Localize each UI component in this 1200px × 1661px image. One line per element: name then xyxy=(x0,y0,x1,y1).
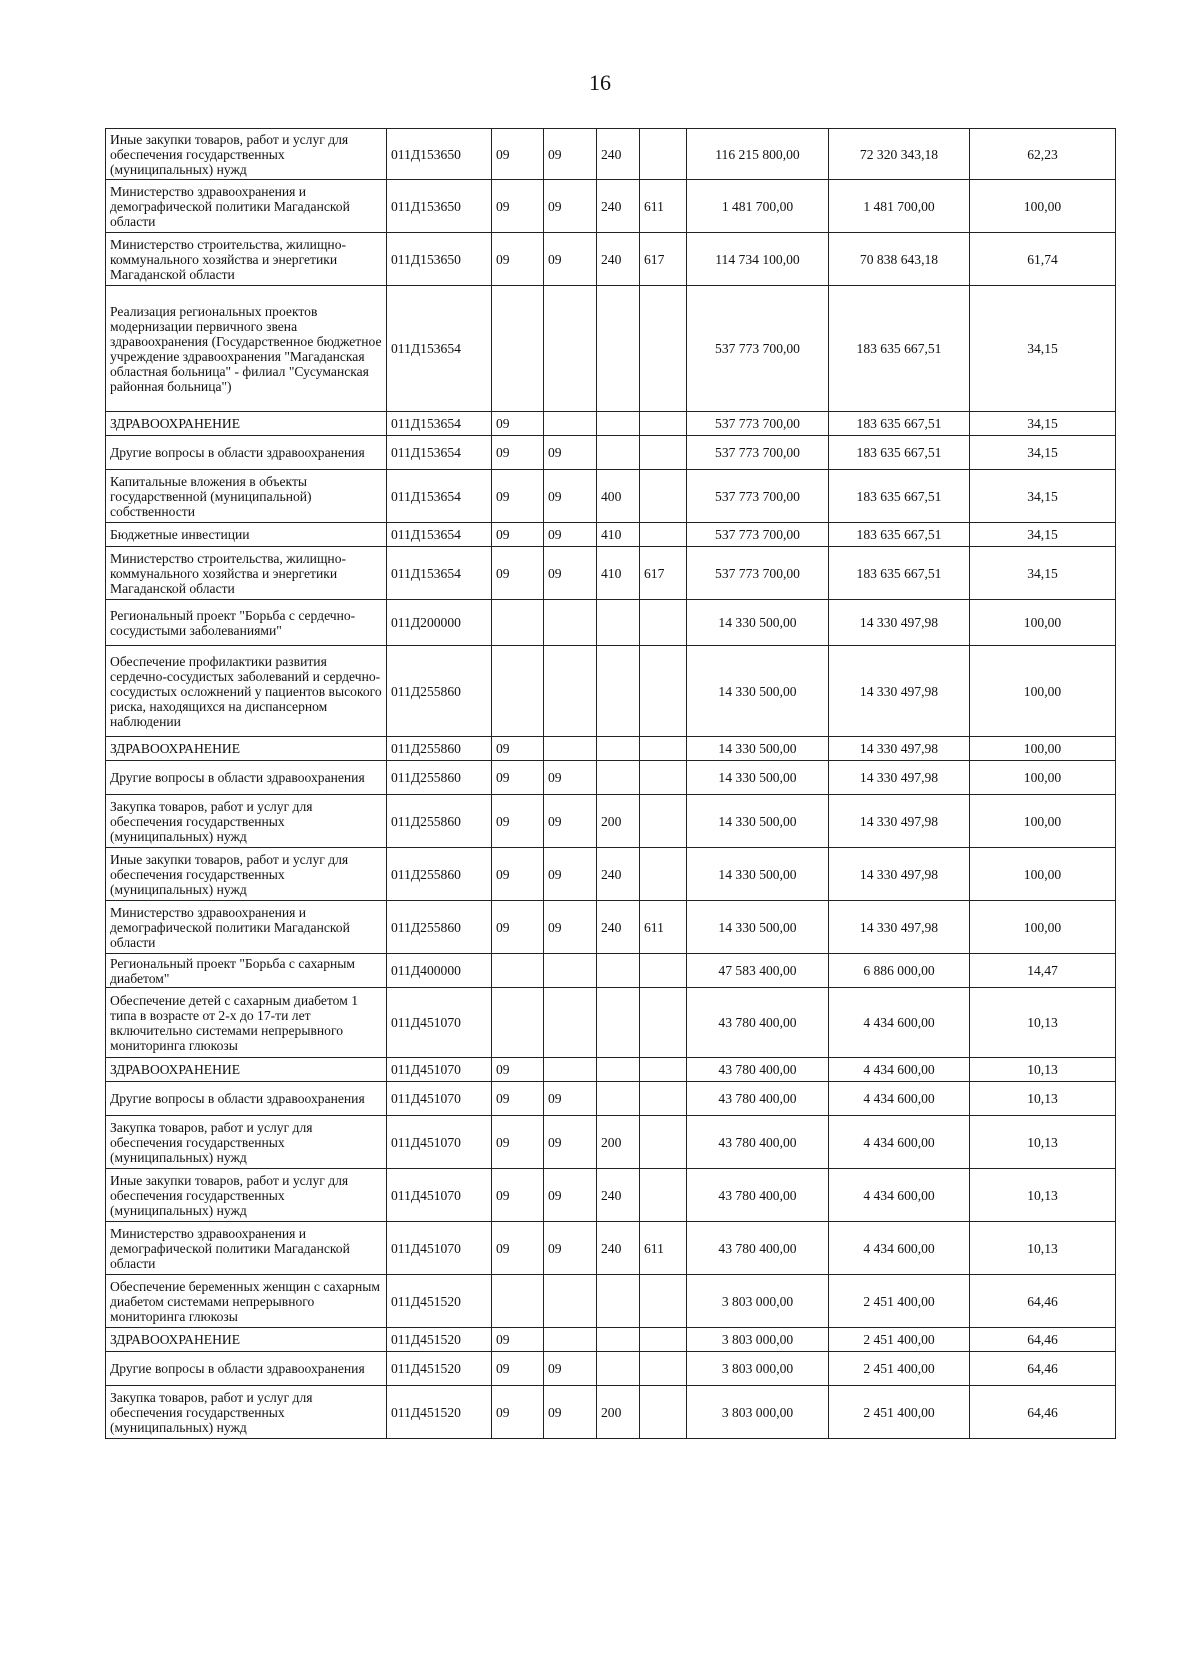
row-administrator xyxy=(640,1058,687,1082)
row-subsection xyxy=(544,646,597,737)
row-subsection: 09 xyxy=(544,761,597,795)
row-section: 09 xyxy=(492,761,544,795)
table-row xyxy=(106,412,1116,436)
row-expense-type: 240 xyxy=(597,180,640,233)
row-expense-type xyxy=(597,988,640,1058)
row-administrator xyxy=(640,1169,687,1222)
row-execution-percent: 64,46 xyxy=(970,1328,1116,1352)
row-execution-percent: 14,47 xyxy=(970,954,1116,988)
table-row xyxy=(106,761,1116,795)
row-planned-amount: 14 330 500,00 xyxy=(687,901,829,954)
row-section: 09 xyxy=(492,1386,544,1439)
row-expense-type xyxy=(597,600,640,646)
row-execution-percent: 10,13 xyxy=(970,988,1116,1058)
row-name: Закупка товаров, работ и услуг для обеспечения государственных (муниципальных) нужд xyxy=(106,795,387,848)
row-expense-type xyxy=(597,1352,640,1386)
row-subsection xyxy=(544,1275,597,1328)
row-executed-amount: 4 434 600,00 xyxy=(829,988,970,1058)
row-administrator xyxy=(640,1386,687,1439)
row-code: 011Д200000 xyxy=(387,600,492,646)
row-planned-amount: 537 773 700,00 xyxy=(687,436,829,470)
row-code: 011Д255860 xyxy=(387,737,492,761)
row-administrator: 617 xyxy=(640,547,687,600)
row-executed-amount: 1 481 700,00 xyxy=(829,180,970,233)
row-subsection: 09 xyxy=(544,795,597,848)
row-code: 011Д153654 xyxy=(387,470,492,523)
row-expense-type xyxy=(597,286,640,412)
table-row xyxy=(106,1169,1116,1222)
row-code: 011Д451070 xyxy=(387,1116,492,1169)
row-execution-percent: 10,13 xyxy=(970,1058,1116,1082)
row-administrator xyxy=(640,1328,687,1352)
row-section: 09 xyxy=(492,737,544,761)
table-row xyxy=(106,646,1116,737)
row-execution-percent: 64,46 xyxy=(970,1352,1116,1386)
row-code: 011Д400000 xyxy=(387,954,492,988)
row-executed-amount: 4 434 600,00 xyxy=(829,1116,970,1169)
row-code: 011Д255860 xyxy=(387,646,492,737)
row-code: 011Д451520 xyxy=(387,1386,492,1439)
row-section: 09 xyxy=(492,1082,544,1116)
row-name: Обеспечение профилактики развития сердечно-сосудистых заболеваний и сердечно-сосудистых осложнений у пациентов высокого риска, находящихся на диспансерном наблюдении xyxy=(106,646,387,737)
row-execution-percent: 61,74 xyxy=(970,233,1116,286)
row-executed-amount: 14 330 497,98 xyxy=(829,761,970,795)
row-execution-percent: 34,15 xyxy=(970,412,1116,436)
row-code: 011Д451070 xyxy=(387,1222,492,1275)
row-section xyxy=(492,988,544,1058)
row-execution-percent: 100,00 xyxy=(970,600,1116,646)
row-subsection: 09 xyxy=(544,180,597,233)
row-execution-percent: 100,00 xyxy=(970,795,1116,848)
row-planned-amount: 14 330 500,00 xyxy=(687,600,829,646)
table-row xyxy=(106,233,1116,286)
row-expense-type xyxy=(597,1082,640,1116)
row-name: Закупка товаров, работ и услуг для обеспечения государственных (муниципальных) нужд xyxy=(106,1386,387,1439)
row-expense-type xyxy=(597,1058,640,1082)
row-planned-amount: 116 215 800,00 xyxy=(687,129,829,180)
row-expense-type: 240 xyxy=(597,901,640,954)
page-number: 16 xyxy=(589,70,611,95)
row-expense-type xyxy=(597,646,640,737)
row-subsection xyxy=(544,600,597,646)
row-name: Министерство здравоохранения и демографической политики Магаданской области xyxy=(106,180,387,233)
row-code: 011Д451070 xyxy=(387,988,492,1058)
row-expense-type: 410 xyxy=(597,523,640,547)
row-section: 09 xyxy=(492,1169,544,1222)
row-execution-percent: 34,15 xyxy=(970,286,1116,412)
row-administrator xyxy=(640,761,687,795)
row-administrator: 611 xyxy=(640,180,687,233)
row-section: 09 xyxy=(492,1116,544,1169)
row-name: Обеспечение беременных женщин с сахарным диабетом системами непрерывного мониторинга глюкозы xyxy=(106,1275,387,1328)
row-expense-type xyxy=(597,412,640,436)
table-row xyxy=(106,1082,1116,1116)
table-row xyxy=(106,1386,1116,1439)
row-code: 011Д255860 xyxy=(387,761,492,795)
row-expense-type xyxy=(597,436,640,470)
row-subsection xyxy=(544,954,597,988)
row-executed-amount: 4 434 600,00 xyxy=(829,1082,970,1116)
table-row xyxy=(106,795,1116,848)
table-row xyxy=(106,1058,1116,1082)
row-section: 09 xyxy=(492,1328,544,1352)
row-expense-type xyxy=(597,761,640,795)
row-planned-amount: 47 583 400,00 xyxy=(687,954,829,988)
row-section xyxy=(492,600,544,646)
row-planned-amount: 43 780 400,00 xyxy=(687,1116,829,1169)
row-code: 011Д255860 xyxy=(387,848,492,901)
row-subsection xyxy=(544,286,597,412)
row-execution-percent: 64,46 xyxy=(970,1386,1116,1439)
row-subsection: 09 xyxy=(544,1352,597,1386)
row-subsection: 09 xyxy=(544,1169,597,1222)
row-subsection xyxy=(544,1328,597,1352)
row-administrator xyxy=(640,600,687,646)
row-administrator xyxy=(640,954,687,988)
row-section xyxy=(492,954,544,988)
row-code: 011Д153654 xyxy=(387,523,492,547)
row-name: Капитальные вложения в объекты государственной (муниципальной) собственности xyxy=(106,470,387,523)
row-subsection: 09 xyxy=(544,901,597,954)
row-executed-amount: 72 320 343,18 xyxy=(829,129,970,180)
table-row xyxy=(106,180,1116,233)
row-expense-type: 240 xyxy=(597,129,640,180)
row-planned-amount: 3 803 000,00 xyxy=(687,1386,829,1439)
row-executed-amount: 2 451 400,00 xyxy=(829,1328,970,1352)
row-name: ЗДРАВООХРАНЕНИЕ xyxy=(106,1058,387,1082)
row-execution-percent: 10,13 xyxy=(970,1222,1116,1275)
row-executed-amount: 6 886 000,00 xyxy=(829,954,970,988)
table-row xyxy=(106,1352,1116,1386)
row-section: 09 xyxy=(492,180,544,233)
row-administrator xyxy=(640,286,687,412)
row-executed-amount: 183 635 667,51 xyxy=(829,547,970,600)
row-section: 09 xyxy=(492,523,544,547)
row-expense-type xyxy=(597,1328,640,1352)
row-name: Бюджетные инвестиции xyxy=(106,523,387,547)
row-subsection: 09 xyxy=(544,547,597,600)
table-row xyxy=(106,547,1116,600)
row-expense-type: 240 xyxy=(597,848,640,901)
row-administrator xyxy=(640,848,687,901)
row-executed-amount: 183 635 667,51 xyxy=(829,286,970,412)
row-subsection xyxy=(544,412,597,436)
row-name: Другие вопросы в области здравоохранения xyxy=(106,1352,387,1386)
row-administrator xyxy=(640,470,687,523)
row-section: 09 xyxy=(492,1222,544,1275)
row-execution-percent: 64,46 xyxy=(970,1275,1116,1328)
row-planned-amount: 14 330 500,00 xyxy=(687,795,829,848)
row-administrator: 611 xyxy=(640,1222,687,1275)
row-name: ЗДРАВООХРАНЕНИЕ xyxy=(106,1328,387,1352)
row-administrator xyxy=(640,988,687,1058)
row-planned-amount: 43 780 400,00 xyxy=(687,1058,829,1082)
row-administrator xyxy=(640,436,687,470)
table-row xyxy=(106,470,1116,523)
row-name: Другие вопросы в области здравоохранения xyxy=(106,761,387,795)
row-code: 011Д153654 xyxy=(387,412,492,436)
row-planned-amount: 537 773 700,00 xyxy=(687,547,829,600)
row-expense-type: 200 xyxy=(597,1116,640,1169)
row-code: 011Д153650 xyxy=(387,180,492,233)
row-planned-amount: 537 773 700,00 xyxy=(687,470,829,523)
row-name: Иные закупки товаров, работ и услуг для обеспечения государственных (муниципальных) нужд xyxy=(106,848,387,901)
row-section: 09 xyxy=(492,795,544,848)
row-expense-type: 200 xyxy=(597,1386,640,1439)
row-code: 011Д255860 xyxy=(387,901,492,954)
row-execution-percent: 100,00 xyxy=(970,180,1116,233)
row-planned-amount: 14 330 500,00 xyxy=(687,646,829,737)
row-name: Другие вопросы в области здравоохранения xyxy=(106,1082,387,1116)
row-execution-percent: 10,13 xyxy=(970,1169,1116,1222)
row-section: 09 xyxy=(492,412,544,436)
row-name: Обеспечение детей с сахарным диабетом 1 типа в возрасте от 2-х до 17-ти лет включительно системами непрерывного мониторинга глюкозы xyxy=(106,988,387,1058)
row-code: 011Д153654 xyxy=(387,547,492,600)
row-planned-amount: 43 780 400,00 xyxy=(687,1169,829,1222)
table-row xyxy=(106,523,1116,547)
row-executed-amount: 14 330 497,98 xyxy=(829,795,970,848)
table-row xyxy=(106,737,1116,761)
table-row xyxy=(106,848,1116,901)
row-section: 09 xyxy=(492,547,544,600)
row-name: Иные закупки товаров, работ и услуг для обеспечения государственных (муниципальных) нужд xyxy=(106,1169,387,1222)
row-administrator xyxy=(640,412,687,436)
row-code: 011Д451070 xyxy=(387,1058,492,1082)
row-executed-amount: 183 635 667,51 xyxy=(829,436,970,470)
row-executed-amount: 4 434 600,00 xyxy=(829,1058,970,1082)
row-expense-type: 240 xyxy=(597,1222,640,1275)
row-planned-amount: 43 780 400,00 xyxy=(687,1082,829,1116)
row-executed-amount: 2 451 400,00 xyxy=(829,1275,970,1328)
row-administrator xyxy=(640,1275,687,1328)
row-planned-amount: 43 780 400,00 xyxy=(687,988,829,1058)
row-planned-amount: 14 330 500,00 xyxy=(687,737,829,761)
budget-execution-table xyxy=(105,128,1116,1439)
row-execution-percent: 62,23 xyxy=(970,129,1116,180)
row-execution-percent: 34,15 xyxy=(970,547,1116,600)
row-subsection: 09 xyxy=(544,1386,597,1439)
row-code: 011Д451070 xyxy=(387,1169,492,1222)
row-planned-amount: 14 330 500,00 xyxy=(687,848,829,901)
table-row xyxy=(106,129,1116,180)
row-expense-type: 200 xyxy=(597,795,640,848)
row-execution-percent: 10,13 xyxy=(970,1116,1116,1169)
row-executed-amount: 183 635 667,51 xyxy=(829,523,970,547)
row-code: 011Д451070 xyxy=(387,1082,492,1116)
table-body xyxy=(106,129,1116,1439)
row-code: 011Д153654 xyxy=(387,286,492,412)
table-row xyxy=(106,901,1116,954)
row-subsection: 09 xyxy=(544,129,597,180)
row-name: Министерство здравоохранения и демографической политики Магаданской области xyxy=(106,1222,387,1275)
table-row xyxy=(106,954,1116,988)
row-administrator: 611 xyxy=(640,901,687,954)
row-expense-type: 410 xyxy=(597,547,640,600)
row-administrator xyxy=(640,1082,687,1116)
row-expense-type xyxy=(597,1275,640,1328)
row-subsection: 09 xyxy=(544,1116,597,1169)
row-planned-amount: 3 803 000,00 xyxy=(687,1328,829,1352)
row-executed-amount: 2 451 400,00 xyxy=(829,1386,970,1439)
row-planned-amount: 537 773 700,00 xyxy=(687,523,829,547)
row-execution-percent: 100,00 xyxy=(970,646,1116,737)
row-section: 09 xyxy=(492,129,544,180)
row-subsection: 09 xyxy=(544,233,597,286)
row-execution-percent: 10,13 xyxy=(970,1082,1116,1116)
row-planned-amount: 3 803 000,00 xyxy=(687,1275,829,1328)
table-row xyxy=(106,1328,1116,1352)
row-expense-type: 240 xyxy=(597,1169,640,1222)
row-section: 09 xyxy=(492,901,544,954)
table-row xyxy=(106,286,1116,412)
row-name: Региональный проект "Борьба с сахарным диабетом" xyxy=(106,954,387,988)
row-execution-percent: 34,15 xyxy=(970,436,1116,470)
row-planned-amount: 3 803 000,00 xyxy=(687,1352,829,1386)
row-name: Другие вопросы в области здравоохранения xyxy=(106,436,387,470)
row-section xyxy=(492,286,544,412)
row-expense-type: 400 xyxy=(597,470,640,523)
row-code: 011Д451520 xyxy=(387,1352,492,1386)
table-row xyxy=(106,436,1116,470)
row-name: ЗДРАВООХРАНЕНИЕ xyxy=(106,737,387,761)
row-planned-amount: 537 773 700,00 xyxy=(687,412,829,436)
row-subsection xyxy=(544,1058,597,1082)
row-name: Реализация региональных проектов модернизации первичного звена здравоохранения (Государственное бюджетное учреждение здравоохранения "Магаданская областная больница" - филиал "Сусуманская районная больница") xyxy=(106,286,387,412)
table-row xyxy=(106,1275,1116,1328)
row-section: 09 xyxy=(492,1352,544,1386)
row-subsection: 09 xyxy=(544,523,597,547)
row-name: Иные закупки товаров, работ и услуг для обеспечения государственных (муниципальных) нужд xyxy=(106,129,387,180)
row-executed-amount: 14 330 497,98 xyxy=(829,646,970,737)
row-administrator xyxy=(640,129,687,180)
row-section xyxy=(492,646,544,737)
row-executed-amount: 4 434 600,00 xyxy=(829,1169,970,1222)
row-name: Закупка товаров, работ и услуг для обеспечения государственных (муниципальных) нужд xyxy=(106,1116,387,1169)
table-row xyxy=(106,600,1116,646)
row-executed-amount: 2 451 400,00 xyxy=(829,1352,970,1386)
row-subsection: 09 xyxy=(544,848,597,901)
table-row xyxy=(106,1116,1116,1169)
row-planned-amount: 114 734 100,00 xyxy=(687,233,829,286)
row-name: ЗДРАВООХРАНЕНИЕ xyxy=(106,412,387,436)
row-expense-type: 240 xyxy=(597,233,640,286)
row-name: Министерство строительства, жилищно-коммунального хозяйства и энергетики Магаданской области xyxy=(106,547,387,600)
row-code: 011Д255860 xyxy=(387,795,492,848)
row-subsection xyxy=(544,988,597,1058)
row-code: 011Д153654 xyxy=(387,436,492,470)
row-code: 011Д153650 xyxy=(387,233,492,286)
row-subsection: 09 xyxy=(544,470,597,523)
row-execution-percent: 100,00 xyxy=(970,848,1116,901)
row-planned-amount: 1 481 700,00 xyxy=(687,180,829,233)
row-section: 09 xyxy=(492,436,544,470)
row-planned-amount: 43 780 400,00 xyxy=(687,1222,829,1275)
row-subsection: 09 xyxy=(544,436,597,470)
row-execution-percent: 34,15 xyxy=(970,523,1116,547)
row-administrator xyxy=(640,1116,687,1169)
row-name: Региональный проект "Борьба с сердечно-сосудистыми заболеваниями" xyxy=(106,600,387,646)
row-executed-amount: 14 330 497,98 xyxy=(829,901,970,954)
row-administrator xyxy=(640,523,687,547)
row-executed-amount: 14 330 497,98 xyxy=(829,600,970,646)
row-executed-amount: 70 838 643,18 xyxy=(829,233,970,286)
row-executed-amount: 183 635 667,51 xyxy=(829,470,970,523)
row-administrator xyxy=(640,795,687,848)
row-name: Министерство строительства, жилищно-коммунального хозяйства и энергетики Магаданской области xyxy=(106,233,387,286)
row-section: 09 xyxy=(492,848,544,901)
row-subsection xyxy=(544,737,597,761)
row-expense-type xyxy=(597,737,640,761)
row-name: Министерство здравоохранения и демографической политики Магаданской области xyxy=(106,901,387,954)
row-expense-type xyxy=(597,954,640,988)
row-executed-amount: 14 330 497,98 xyxy=(829,737,970,761)
row-executed-amount: 4 434 600,00 xyxy=(829,1222,970,1275)
row-execution-percent: 100,00 xyxy=(970,901,1116,954)
row-executed-amount: 183 635 667,51 xyxy=(829,412,970,436)
row-section: 09 xyxy=(492,470,544,523)
row-section: 09 xyxy=(492,1058,544,1082)
row-administrator xyxy=(640,737,687,761)
row-administrator xyxy=(640,1352,687,1386)
row-administrator: 617 xyxy=(640,233,687,286)
table-row xyxy=(106,988,1116,1058)
table-row xyxy=(106,1222,1116,1275)
row-code: 011Д451520 xyxy=(387,1275,492,1328)
row-execution-percent: 100,00 xyxy=(970,737,1116,761)
row-subsection: 09 xyxy=(544,1222,597,1275)
row-code: 011Д153650 xyxy=(387,129,492,180)
row-planned-amount: 537 773 700,00 xyxy=(687,286,829,412)
row-execution-percent: 34,15 xyxy=(970,470,1116,523)
row-planned-amount: 14 330 500,00 xyxy=(687,761,829,795)
row-executed-amount: 14 330 497,98 xyxy=(829,848,970,901)
row-section xyxy=(492,1275,544,1328)
row-section: 09 xyxy=(492,233,544,286)
row-code: 011Д451520 xyxy=(387,1328,492,1352)
row-subsection: 09 xyxy=(544,1082,597,1116)
row-execution-percent: 100,00 xyxy=(970,761,1116,795)
row-administrator xyxy=(640,646,687,737)
